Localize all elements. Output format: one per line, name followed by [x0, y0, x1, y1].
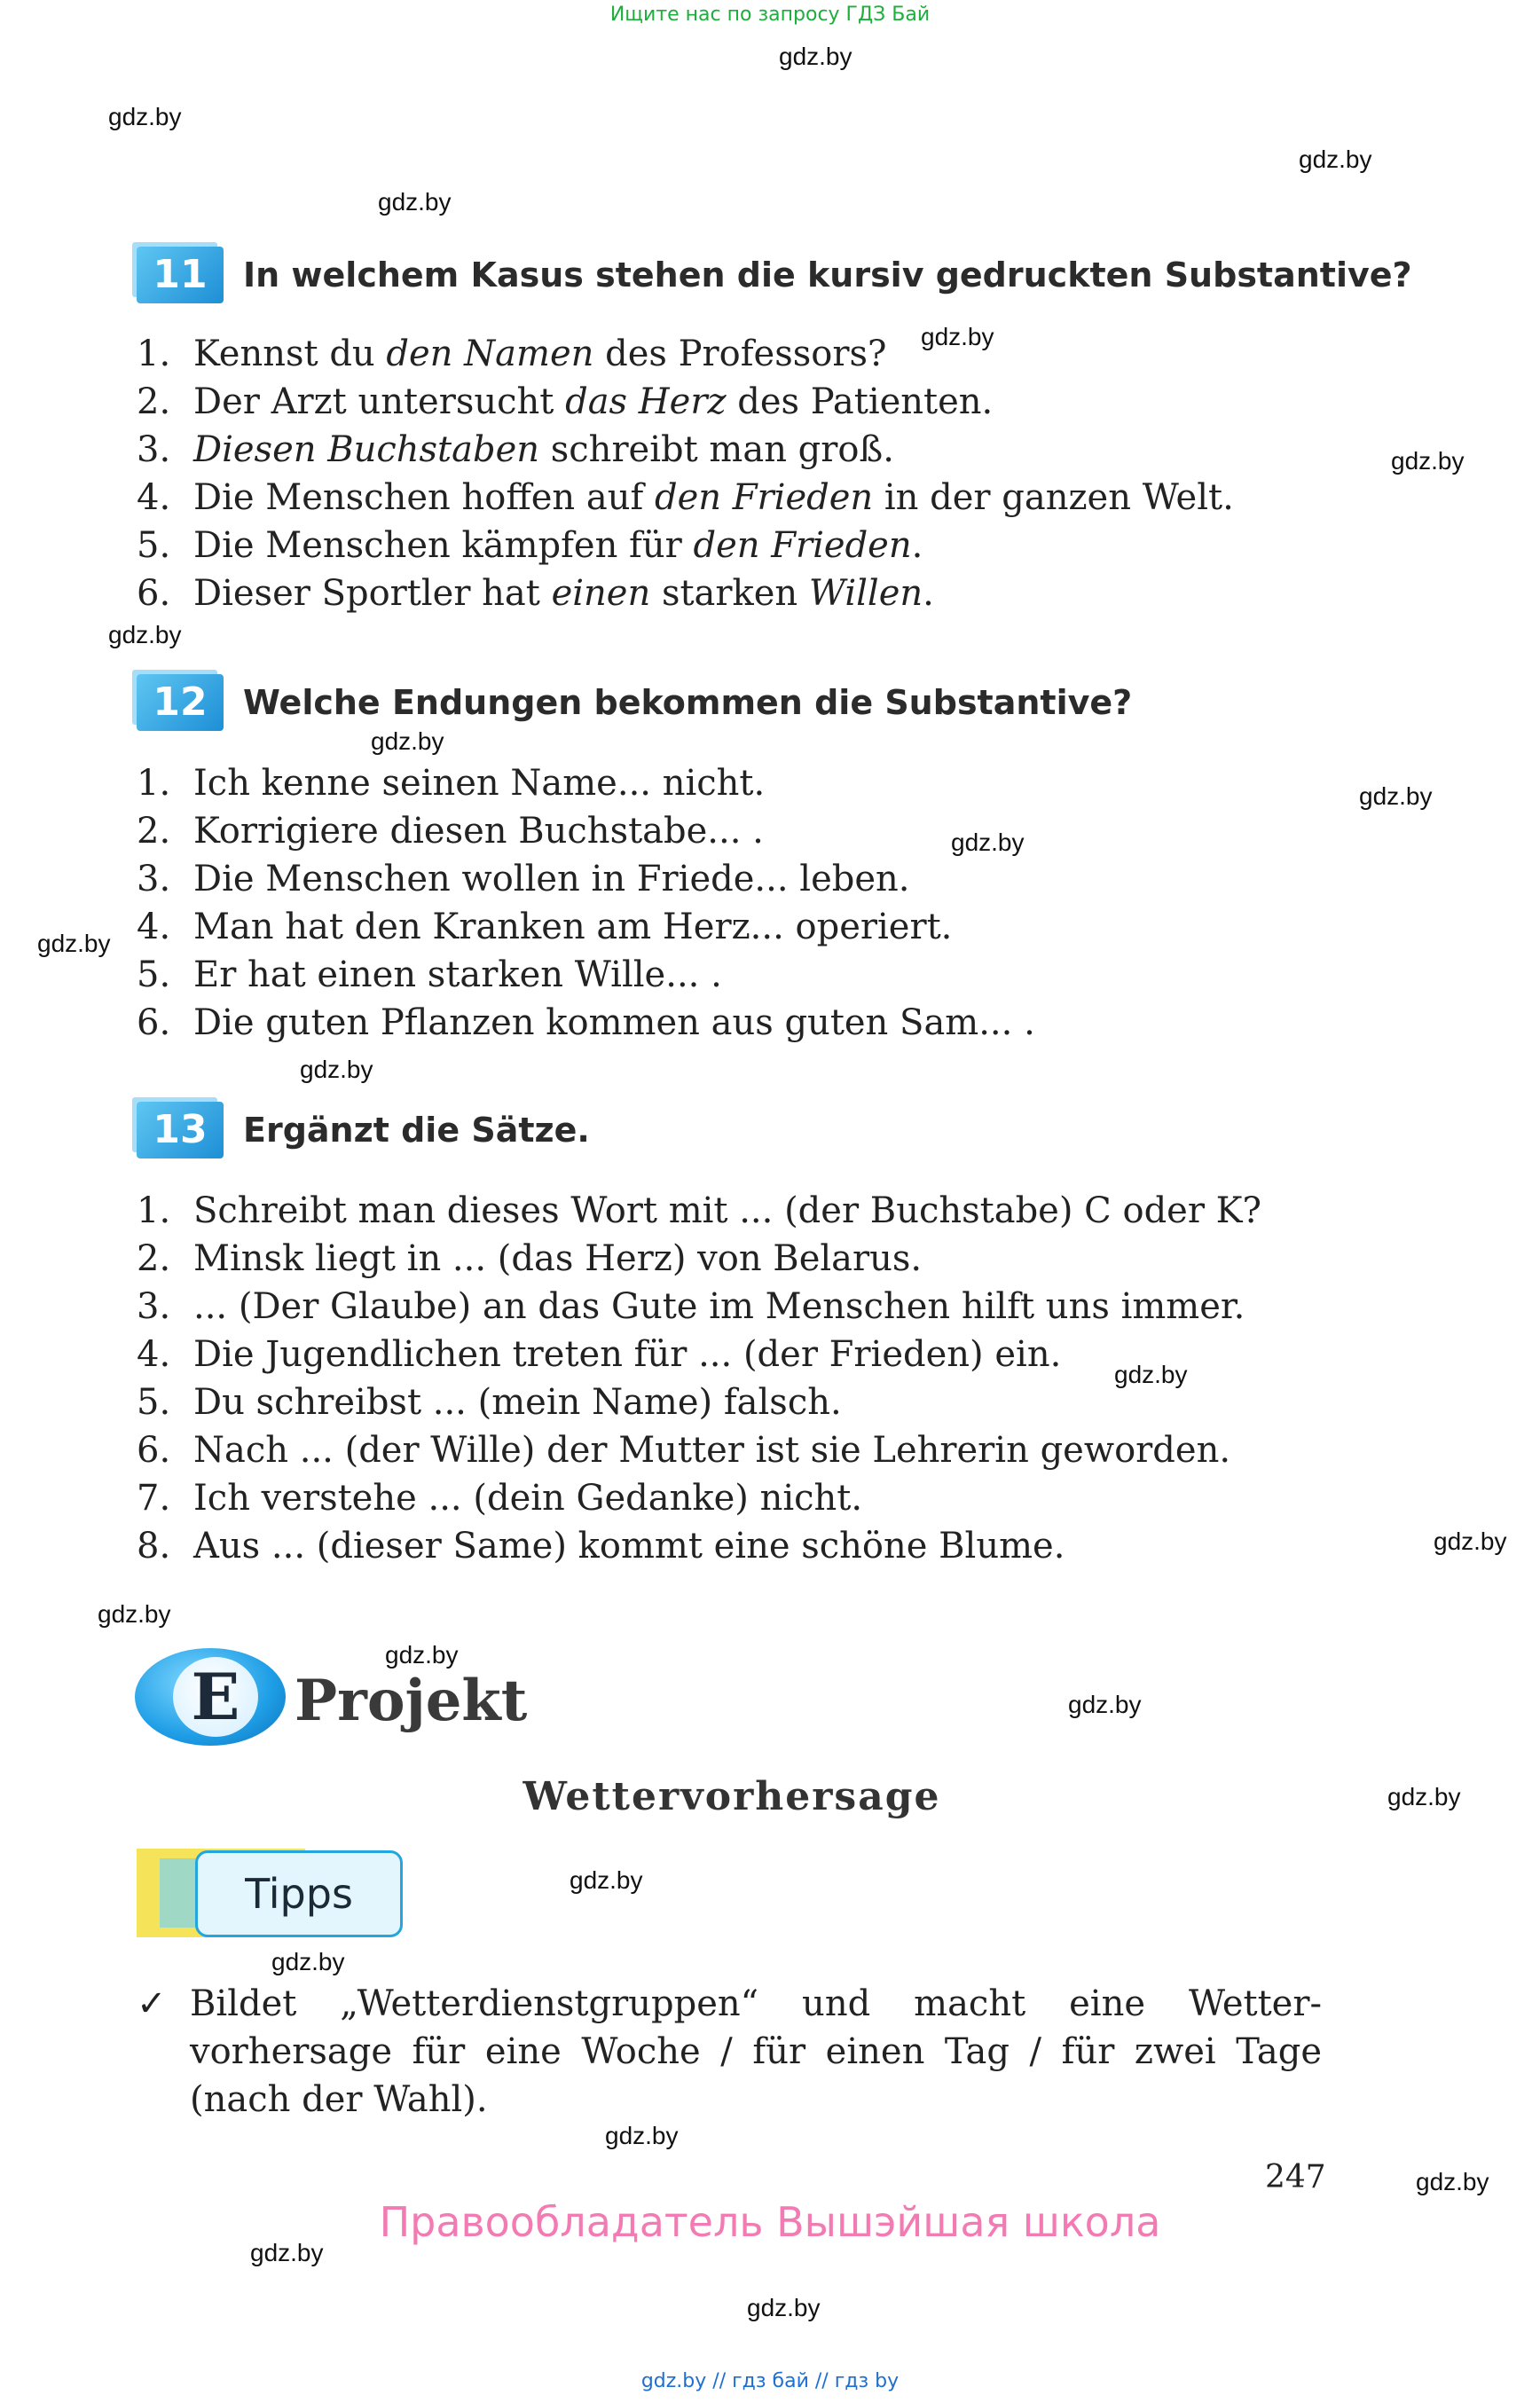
watermark: gdz.by [108, 621, 182, 648]
watermark: gdz.by [747, 2294, 821, 2321]
check-icon: ✓ [137, 1983, 167, 2024]
list-item: 7. Ich verstehe ... (dein Gedanke) nicht. [137, 1478, 863, 1519]
watermark: gdz.by [1391, 447, 1465, 475]
watermark: gdz.by [605, 2122, 679, 2149]
list-item: 6. Die guten Pflanzen kommen aus guten Sam... . [137, 1002, 1035, 1043]
list-item: 4. Die Menschen hoffen auf den Frieden in der ganzen Welt. [137, 477, 1234, 518]
list-item: 2. Minsk liegt in ... (das Herz) von Belarus. [137, 1238, 923, 1279]
list-item: 3. Die Menschen wollen in Friede... leben. [137, 859, 910, 899]
watermark: gdz.by [271, 1948, 345, 1975]
list-item: 1. Ich kenne seinen Name... nicht. [137, 763, 766, 804]
rights-holder: Правообладатель Вышэйшая школа [379, 2198, 1161, 2246]
watermark: gdz.by [108, 103, 182, 130]
watermark: gdz.by [1114, 1361, 1188, 1388]
exercise-title: In welchem Kasus stehen die kursiv gedruckten Substantive? [243, 255, 1412, 294]
project-logo-letter: E [173, 1657, 258, 1737]
project-heading: Wettervorhersage [522, 1774, 941, 1819]
watermark: gdz.by [1359, 782, 1433, 810]
watermark: gdz.by [98, 1600, 171, 1628]
list-item: 4. Man hat den Kranken am Herz... operiert. [137, 907, 953, 947]
exercise-number-badge: 11 [137, 247, 224, 303]
list-item: 8. Aus ... (dieser Same) kommt eine schöne Blume. [137, 1526, 1065, 1567]
list-item: 5. Er hat einen starken Wille... . [137, 954, 722, 995]
top-notice: Ищите нас по запросу ГДЗ Бай [609, 4, 931, 26]
tip-item [137, 1980, 1322, 2124]
list-item: 5. Du schreibst ... (mein Name) falsch. [137, 1382, 842, 1423]
watermark: gdz.by [1416, 2168, 1489, 2195]
list-item: 3. ... (Der Glaube) an das Gute im Menschen hilft uns immer. [137, 1286, 1245, 1327]
watermark: gdz.by [1068, 1691, 1142, 1718]
project-label: Projekt [295, 1668, 528, 1734]
list-item: 2. Korrigiere diesen Buchstabe... . [137, 811, 764, 852]
list-item: 1. Kennst du den Namen des Professors? [137, 334, 887, 374]
watermark: gdz.by [1299, 145, 1372, 173]
exercise-number-badge: 13 [137, 1102, 224, 1158]
list-item: 6. Nach ... (der Wille) der Mutter ist sie Lehrerin geworden. [137, 1430, 1231, 1471]
watermark: gdz.by [1434, 1527, 1507, 1555]
list-item: 2. Der Arzt untersucht das Herz des Patienten. [137, 381, 994, 422]
tip-text: Bildet „Wetterdienstgruppen“ und macht eine Wetter-vorhersage für eine Woche / für einen Tag / für zwei Tage (nach der Wahl). [190, 1983, 1322, 2120]
exercise-number-badge: 12 [137, 674, 224, 731]
watermark: gdz.by [378, 188, 452, 216]
footer-links: gdz.by // гдз бай // гдз by [640, 2370, 900, 2392]
tipps-label: Tipps [195, 1850, 403, 1937]
list-item: 3. Diesen Buchstaben schreibt man groß. [137, 429, 894, 470]
watermark: gdz.by [371, 727, 444, 755]
list-item: 6. Dieser Sportler hat einen starken Willen. [137, 573, 934, 614]
watermark: gdz.by [921, 323, 994, 350]
exercise-title: Ergänzt die Sätze. [243, 1111, 590, 1150]
watermark: gdz.by [1387, 1783, 1461, 1810]
watermark: gdz.by [250, 2239, 324, 2266]
watermark: gdz.by [385, 1641, 459, 1669]
list-item: 5. Die Menschen kämpfen für den Frieden. [137, 525, 923, 566]
watermark: gdz.by [570, 1866, 643, 1894]
watermark: gdz.by [951, 828, 1025, 856]
watermark: gdz.by [779, 43, 852, 70]
list-item: 4. Die Jugendlichen treten für ... (der Frieden) ein. [137, 1334, 1062, 1375]
watermark: gdz.by [300, 1056, 373, 1083]
page-number: 247 [1265, 2159, 1326, 2195]
exercise-title: Welche Endungen bekommen die Substantive? [243, 683, 1133, 722]
list-item: 1. Schreibt man dieses Wort mit ... (der Buchstabe) C oder K? [137, 1190, 1262, 1231]
watermark: gdz.by [37, 930, 111, 957]
